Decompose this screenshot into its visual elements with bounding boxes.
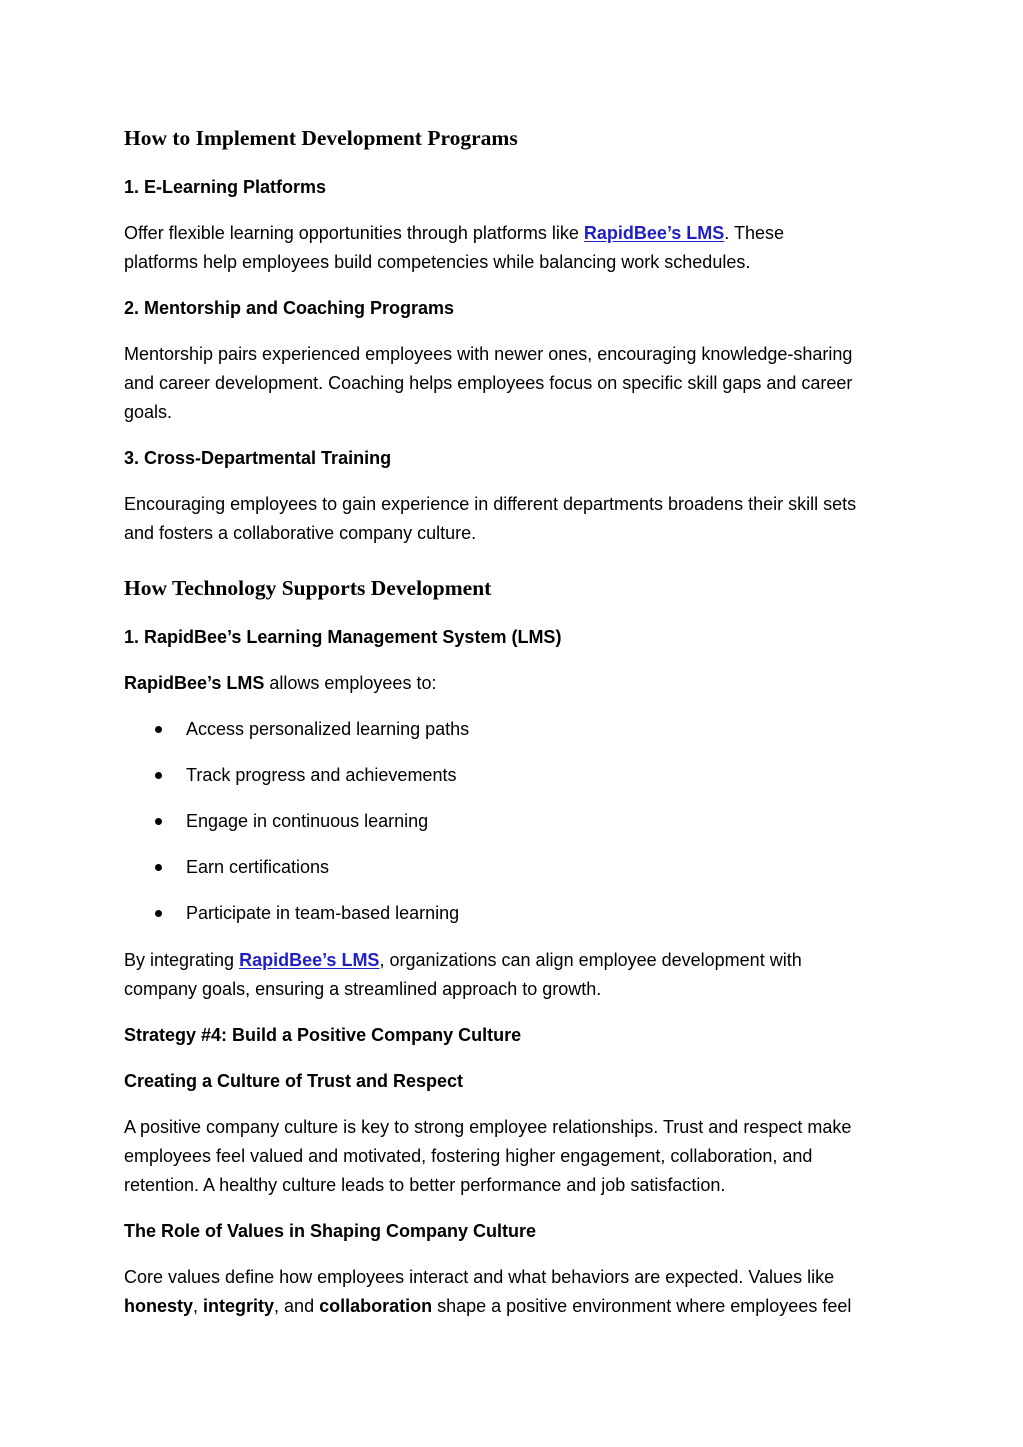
paragraph-mentorship-line-3: goals. [124, 402, 173, 422]
paragraph-elearning-line-2: platforms help employees build competencies while balancing work schedules. [124, 252, 751, 272]
bullet-dot-icon [155, 772, 162, 779]
subheading-elearning: 1. E-Learning Platforms [124, 177, 327, 197]
value-collaboration: collaboration [319, 1296, 433, 1316]
text-run: , [193, 1296, 204, 1316]
list-item: Track progress and achievements [186, 765, 457, 785]
subheading-mentorship: 2. Mentorship and Coaching Programs [124, 298, 455, 318]
text-run: , organizations can align employee development with [379, 950, 802, 970]
value-honesty: honesty [124, 1296, 194, 1316]
subheading-values: The Role of Values in Shaping Company Culture [124, 1221, 537, 1241]
list-item: Access personalized learning paths [186, 719, 470, 739]
paragraph-integrating-line-1 [124, 949, 802, 971]
list-item: Earn certifications [186, 857, 330, 877]
section-heading-implement: How to Implement Development Programs [124, 126, 518, 150]
paragraph-cross-line-1: Encouraging employees to gain experience in different departments broadens their skill sets [124, 494, 857, 514]
lms-intro-bold: RapidBee’s LMS [124, 673, 265, 693]
paragraph-mentorship-line-1: Mentorship pairs experienced employees with newer ones, encouraging knowledge-sharing [124, 344, 853, 364]
subheading-trust: Creating a Culture of Trust and Respect [124, 1071, 464, 1091]
paragraph-values-line-2 [124, 1295, 851, 1317]
text-run: , and [274, 1296, 320, 1316]
text-run: allows employees to: [264, 673, 437, 693]
rapidbee-lms-link[interactable]: RapidBee’s LMS [583, 223, 725, 243]
rapidbee-lms-link[interactable]: RapidBee’s LMS [239, 950, 380, 970]
value-integrity: integrity [203, 1296, 275, 1316]
lms-intro [124, 672, 436, 694]
paragraph-trust-line-2: employees feel valued and motivated, fostering higher engagement, collaboration, and [124, 1146, 813, 1166]
paragraph-trust-line-3: retention. A healthy culture leads to better performance and job satisfaction. [124, 1175, 726, 1195]
paragraph-cross-line-2: and fosters a collaborative company culture. [124, 523, 477, 543]
bullet-dot-icon [155, 818, 162, 825]
list-item: Engage in continuous learning [186, 811, 429, 831]
paragraph-integrating-line-2: company goals, ensuring a streamlined approach to growth. [124, 979, 602, 999]
bullet-dot-icon [155, 864, 162, 871]
paragraph-values-line-1: Core values define how employees interact and what behaviors are expected. Values like [124, 1267, 835, 1287]
section-heading-technology: How Technology Supports Development [124, 576, 492, 600]
text-run: . These [724, 223, 785, 243]
text-run: Offer flexible learning opportunities through platforms like [124, 223, 584, 243]
subheading-cross-departmental: 3. Cross-Departmental Training [124, 448, 392, 468]
subheading-lms: 1. RapidBee’s Learning Management System (LMS) [124, 627, 562, 647]
bullet-dot-icon [155, 910, 162, 917]
paragraph-mentorship-line-2: and career development. Coaching helps employees focus on specific skill gaps and career [124, 373, 853, 393]
bullet-dot-icon [155, 726, 162, 733]
paragraph-elearning-line-1 [124, 222, 784, 244]
strategy-heading: Strategy #4: Build a Positive Company Culture [124, 1025, 522, 1045]
text-run: By integrating [124, 950, 240, 970]
text-run: shape a positive environment where employees feel [432, 1296, 852, 1316]
list-item: Participate in team-based learning [186, 903, 460, 923]
paragraph-trust-line-1: A positive company culture is key to strong employee relationships. Trust and respect make [124, 1117, 852, 1137]
